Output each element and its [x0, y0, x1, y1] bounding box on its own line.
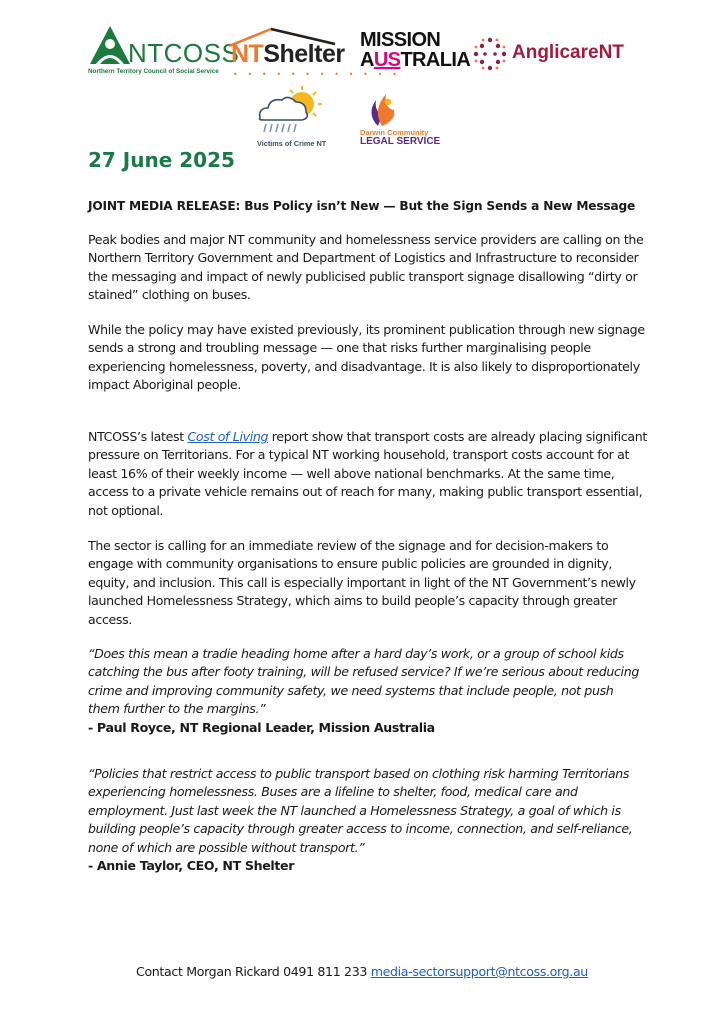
- quote-1: [88, 645, 648, 737]
- anglicare-wordmark: AnglicareNT: [512, 42, 624, 63]
- cost-of-living-link[interactable]: Cost of Living: [187, 429, 269, 444]
- anglicare-logo: [472, 36, 642, 72]
- quote-2-text: “Policies that restrict access to public transport based on clothing risk harming Territorians experiencing homelessness. Buses are a lifeline to shelter, food, medical care and employment. Just last week the NT launched a Homelessness Strategy, a goal of which is building people’s capacity through greater access to income, connection, and self-reliance, none of which are possible without transport.”: [88, 766, 633, 855]
- flame-person-icon: [364, 90, 404, 128]
- quote-2: [88, 765, 648, 875]
- footer-contact: [136, 964, 588, 979]
- ntshelter-shelter: Shelter: [263, 40, 345, 68]
- p3-text-before: NTCOSS’s latest: [88, 429, 188, 444]
- quote-2-attribution: - Annie Taylor, CEO, NT Shelter: [88, 858, 295, 874]
- mission-australia-logo: [360, 29, 471, 74]
- ntcoss-arch-icon: [88, 24, 132, 66]
- victims-of-crime-label: Victims of Crime NT: [257, 139, 327, 148]
- ntcoss-logo: [88, 24, 240, 78]
- mission-tralia: TRALIA: [400, 49, 471, 71]
- headline: JOINT MEDIA RELEASE: Bus Policy isn’t New — But the Sign Sends a New Message: [88, 199, 636, 213]
- quote-1-text: “Does this mean a tradie heading home after a hard day’s work, or a group of school kids catching the bus after footy training, will be refused service? If we’re serious about reducing crime and improving community safety, we need systems that include people, not push them further to the margins.”: [88, 646, 639, 717]
- mission-line1: MISSION: [360, 29, 441, 51]
- ntshelter-dots: • • • • • • • • • • • •: [233, 70, 401, 79]
- mission-us: US: [373, 49, 401, 71]
- ntshelter-nt: NT: [231, 40, 264, 68]
- p3-text-after: report show that transport costs are already placing significant pressure on Territorians. For a typical NT working household, transport costs account for at least 16% of their weekly income — well above national benchmarks. At the same time, access to a private vehicle remains out of reach for many, making public transport essential, not optional.: [88, 429, 647, 518]
- paragraph-2: While the policy may have existed previously, its prominent publication through new signage sends a strong and troubling message — one that risks further marginalising people experiencing homelessness, poverty, and disadvantage. It is also likely to disproportionately impact Aboriginal people.: [88, 322, 645, 393]
- paragraph-4: The sector is calling for an immediate review of the signage and for decision-makers to engage with community organisations to ensure public policies are grounded in dignity, equity, and inclusion. This call is especially important in light of the NT Government’s newly launched Homelessness Strategy, which aims to build people’s capacity through greater access.: [88, 538, 636, 627]
- anglicare-dots-icon: [472, 36, 508, 72]
- ntshelter-wordmark: [231, 40, 345, 69]
- victims-of-crime-logo: [252, 84, 332, 150]
- dcls-line1: Darwin Community: [360, 128, 429, 137]
- quote-1-attribution: - Paul Royce, NT Regional Leader, Mission Australia: [88, 719, 435, 735]
- mission-a: A: [360, 49, 374, 71]
- sun-cloud-icon: [252, 84, 332, 138]
- dcls-logo: [360, 90, 450, 150]
- release-date: 27 June 2025: [88, 148, 235, 172]
- contact-email-link[interactable]: media-sectorsupport@ntcoss.org.au: [370, 964, 588, 979]
- paragraph-3: [88, 428, 648, 520]
- ntcoss-subtitle: Northern Territory Council of Social Service: [88, 68, 219, 75]
- dcls-line2: LEGAL SERVICE: [360, 136, 441, 147]
- mission-line2: [360, 49, 471, 71]
- paragraph-1: Peak bodies and major NT community and homelessness service providers are calling on the Northern Territory Government and Department of Logistics and Infrastructure to reconsider the messaging and impact of newly publicised public transport signage disallowing “dirty or stained” clothing on buses.: [88, 232, 644, 303]
- ntcoss-wordmark: NTCOSS: [128, 38, 240, 68]
- contact-text: Contact Morgan Rickard 0491 811 233: [136, 964, 371, 979]
